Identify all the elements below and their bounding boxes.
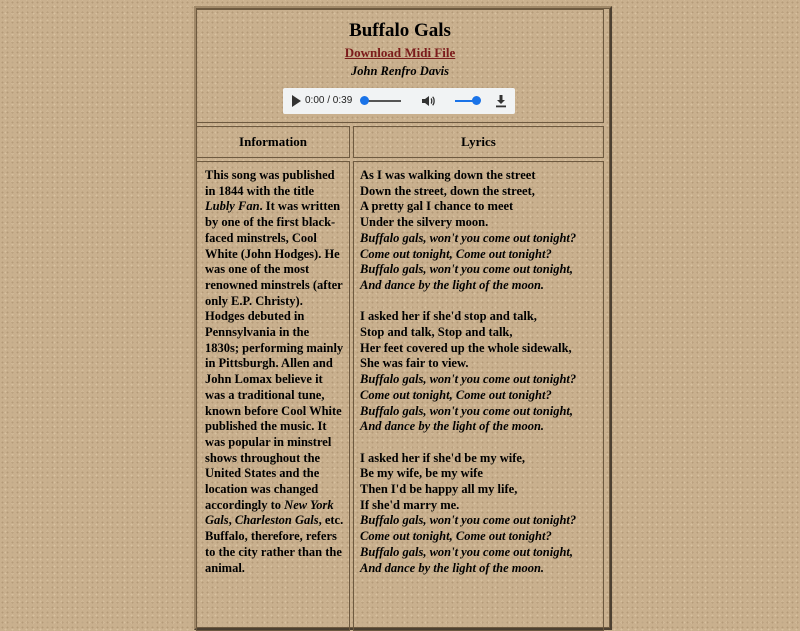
audio-player	[283, 88, 515, 114]
time-readout: 0:00 / 0:39	[305, 95, 353, 106]
stanza-gap	[360, 294, 600, 310]
page-title: Buffalo Gals	[349, 20, 451, 41]
lyrics-text	[360, 168, 600, 576]
lyric-line: I asked her if she'd stop and talk,	[360, 309, 537, 324]
header-cell	[196, 9, 604, 123]
chorus-line: Buffalo gals, won't you come out tonight,	[360, 262, 574, 277]
chorus-line: Come out tonight, Come out tonight?	[360, 246, 552, 261]
play-icon[interactable]	[292, 95, 301, 107]
lyric-line: Then I'd be happy all my life,	[360, 482, 518, 497]
download-icon[interactable]	[494, 94, 508, 108]
information-header: Information	[196, 126, 350, 158]
progress-slider[interactable]	[363, 100, 401, 102]
chorus-line: And dance by the light of the moon.	[360, 277, 545, 292]
chorus-line: Come out tonight, Come out tonight?	[360, 387, 552, 402]
chorus-line: And dance by the light of the moon.	[360, 560, 545, 575]
lyric-line: Stop and talk, Stop and talk,	[360, 325, 513, 340]
chorus-line: Buffalo gals, won't you come out tonight?	[360, 372, 577, 387]
download-midi-link[interactable]: Download Midi File	[344, 45, 456, 60]
chorus-line: Come out tonight, Come out tonight?	[360, 529, 552, 544]
chorus-line: And dance by the light of the moon.	[360, 419, 545, 434]
lyric-line: Under the silvery moon.	[360, 215, 489, 230]
information-text: This song was published in 1844 with the title Lubly Fan. It was written by one of the first black-faced minstrels, Cool White (John Hodges). He was one of the most renowned minstrels (after only E.P. Christy). Hodges debuted in Pennsylvania in the 1830s; performing mainly in Pittsburgh. Allen and John Lomax believe it was a traditional tune, known before Cool White published the music. It was popular in minstrel shows throughout the United States and the location was changed accordingly to New York Gals, Charleston Gals, etc. Buffalo, therefore, refers to the city rather than the animal.	[205, 168, 344, 575]
chorus-line: Buffalo gals, won't you come out tonight?	[360, 230, 577, 245]
chorus-line: Buffalo gals, won't you come out tonight,	[360, 403, 574, 418]
lyric-line: Her feet covered up the whole sidewalk,	[360, 340, 572, 355]
chorus-line: Buffalo gals, won't you come out tonight,	[360, 544, 574, 559]
volume-knob[interactable]	[472, 96, 481, 105]
volume-slider[interactable]	[455, 100, 477, 102]
lyric-line: Be my wife, be my wife	[360, 466, 483, 481]
lyric-line: A pretty gal I chance to meet	[360, 199, 514, 214]
chorus-line: Buffalo gals, won't you come out tonight?	[360, 513, 577, 528]
lyric-line: Down the street, down the street,	[360, 183, 535, 198]
title-new-york-gals: New York Gals	[205, 497, 334, 528]
author-name: John Renfro Davis	[351, 64, 449, 78]
lyric-line: As I was walking down the street	[360, 168, 536, 182]
lyric-line: If she'd marry me.	[360, 497, 460, 512]
lyrics-header: Lyrics	[353, 126, 604, 158]
title-lubly-fan: Lubly Fan	[205, 199, 260, 214]
volume-icon[interactable]	[421, 94, 435, 108]
lyric-line: She was fair to view.	[360, 356, 469, 371]
lyric-line: I asked her if she'd be my wife,	[360, 450, 526, 465]
stanza-gap	[360, 435, 600, 451]
title-charleston-gals: Charleston Gals	[234, 513, 319, 528]
progress-knob[interactable]	[360, 96, 369, 105]
